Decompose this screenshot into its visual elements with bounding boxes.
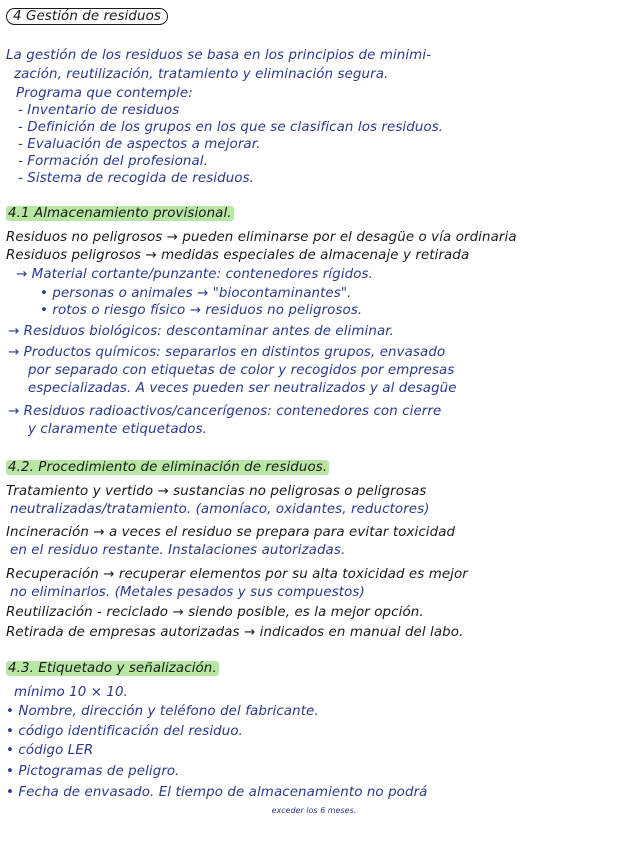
section-41-title: 4.1 Almacenamiento provisional. xyxy=(8,206,232,221)
program-item: - Evaluación de aspectos a mejorar. xyxy=(18,137,261,152)
section-41-line: • personas o animales → "biocontaminantes". xyxy=(40,286,352,301)
section-43-line: • Pictogramas de peligro. xyxy=(6,764,180,779)
section-43-heading xyxy=(6,660,219,678)
section-41-line: • rotos o riesgo físico → residuos no peligrosos. xyxy=(40,303,363,318)
section-41-line: por separado con etiquetas de color y recogidos por empresas xyxy=(28,363,455,378)
section-42-line: Reutilización - reciclado → siendo posible, es la mejor opción. xyxy=(6,605,424,620)
section-41-line: Residuos peligrosos → medidas especiales de almacenaje y retirada xyxy=(6,248,470,263)
section-42-line: neutralizadas/tratamiento. (amoníaco, oxidantes, reductores) xyxy=(10,502,430,517)
section-41-line: → Residuos radioactivos/cancerígenos: contenedores con cierre xyxy=(8,404,442,419)
section-42-line: Recuperación → recuperar elementos por su alta toxicidad es mejor xyxy=(6,567,468,582)
section-41-line: → Material cortante/punzante: contenedores rígidos. xyxy=(16,267,373,282)
section-42-title: 4.2. Procedimiento de eliminación de residuos. xyxy=(8,460,328,475)
section-42-line: en el residuo restante. Instalaciones autorizadas. xyxy=(10,543,346,558)
section-41-line: especializadas. A veces pueden ser neutralizados y al desagüe xyxy=(28,381,457,396)
section-42-line: Incineración → a veces el residuo se prepara para evitar toxicidad xyxy=(6,525,456,540)
section-42-line: no eliminarlos. (Metales pesados y sus compuestos) xyxy=(10,585,365,600)
section-41-heading xyxy=(6,205,234,223)
program-label: Programa que contemple: xyxy=(16,86,193,101)
program-item: - Formación del profesional. xyxy=(18,154,208,169)
section-41-line: → Residuos biológicos: descontaminar antes de eliminar. xyxy=(8,324,394,339)
section-42-line: Retirada de empresas autorizadas → indicados en manual del labo. xyxy=(6,625,464,640)
section-43-line: • código identificación del residuo. xyxy=(6,724,244,739)
section-43-line: mínimo 10 × 10. xyxy=(14,685,129,700)
section-4-heading xyxy=(6,8,168,26)
section-42-heading xyxy=(6,459,329,477)
section-41-line: Residuos no peligrosos → pueden eliminarse por el desagüe o vía ordinaria xyxy=(6,230,517,245)
section-43-line: • Nombre, dirección y teléfono del fabricante. xyxy=(6,704,319,719)
section-4-intro-line-1: La gestión de los residuos se basa en los principios de minimi- xyxy=(6,48,432,63)
section-41-line: y claramente etiquetados. xyxy=(28,422,208,437)
program-item: - Inventario de residuos xyxy=(18,103,180,118)
section-43-title: 4.3. Etiquetado y señalización. xyxy=(8,661,217,676)
section-43-line: • Fecha de envasado. El tiempo de almacenamiento no podrá xyxy=(6,785,428,800)
section-43-line: • código LER xyxy=(6,743,94,758)
section-43-line: exceder los 6 meses. xyxy=(271,806,357,815)
section-41-line: → Productos químicos: separarlos en distintos grupos, envasado xyxy=(8,345,446,360)
section-4-intro-line-2: zación, reutilización, tratamiento y eliminación segura. xyxy=(14,67,389,82)
section-4-title: 4 Gestión de residuos xyxy=(6,8,168,25)
program-item: - Definición de los grupos en los que se clasifican los residuos. xyxy=(18,120,444,135)
section-42-line: Tratamiento y vertido → sustancias no peligrosas o peligrosas xyxy=(6,484,427,499)
program-item: - Sistema de recogida de residuos. xyxy=(18,171,255,186)
